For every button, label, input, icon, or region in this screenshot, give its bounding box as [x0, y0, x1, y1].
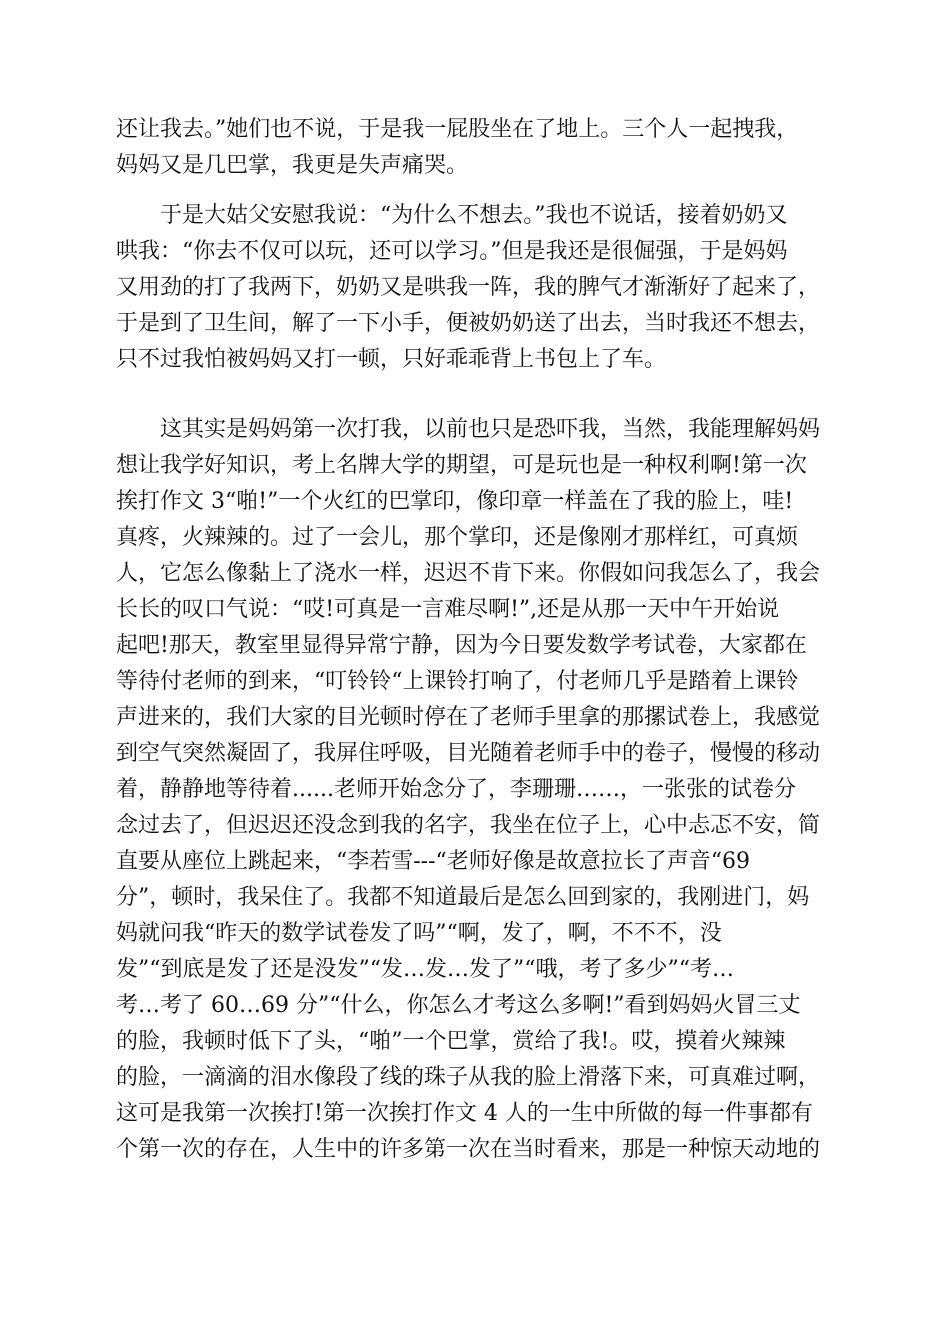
text-line: 的脸，我顿时低下了头，“啪”一个巴掌，赏给了我!。哎，摸着火辣辣 [116, 1029, 786, 1054]
text-line: 又用劲的打了我两下，奶奶又是哄我一阵，我的脾气才渐渐好了起来了， [116, 275, 821, 300]
paragraph-3 [116, 412, 836, 1168]
text-line: 考…考了 60…69 分”“什么，你怎么才考这么多啊!”看到妈妈火冒三丈 [116, 993, 801, 1018]
text-line: 于是到了卫生间，解了一下小手，便被奶奶送了出去，当时我还不想去， [116, 311, 821, 336]
text-line: 妈就问我“昨天的数学试卷发了吗”“啊，发了，啊，不不不，没 [116, 921, 722, 946]
text-line: 着，静静地等待着......老师开始念分了，李珊珊……，一张张的试卷分 [116, 777, 796, 802]
text-line: 挨打作文 3“啪!”一个火红的巴掌印，像印章一样盖在了我的脸上，哇! [116, 489, 794, 514]
text-line: 的脸，一滴滴的泪水像段了线的珠子从我的脸上滑落下来，可真难过啊， [116, 1065, 821, 1090]
text-line: 这其实是妈妈第一次打我，以前也只是恐吓我，当然，我能理解妈妈 [160, 417, 821, 442]
text-line: 人，它怎么像黏上了浇水一样，迟迟不肯下来。你假如问我怎么了，我会 [116, 561, 821, 586]
text-line: 妈妈又是几巴掌，我更是失声痛哭。 [116, 153, 469, 178]
text-line: 个第一次的存在，人生中的许多第一次在当时看来，那是一种惊天动地的 [116, 1137, 821, 1162]
text-line: 真疼，火辣辣的。过了一会儿，那个掌印，还是像刚才那样红，可真烦 [116, 525, 799, 550]
text-line: 直要从座位上跳起来，“李若雪---“老师好像是故意拉长了声音“69 [116, 849, 751, 874]
text-line: 只不过我怕被妈妈又打一顿，只好乖乖背上书包上了车。 [116, 347, 667, 372]
text-line: 等待付老师的到来，“叮铃铃“上课铃打响了，付老师几乎是踏着上课铃 [116, 669, 799, 694]
text-line: 起吧!那天，教室里显得异常宁静，因为今日要发数学考试卷，大家都在 [116, 633, 807, 658]
paragraph-2 [116, 198, 836, 378]
text-line: 念过去了，但迟迟还没念到我的名字，我坐在位子上，心中忐忑不安，简 [116, 813, 821, 838]
text-line: 到空气突然凝固了，我屏住呼吸，目光随着老师手中的卷子，慢慢的移动 [116, 741, 821, 766]
text-line: 分”，顿时，我呆住了。我都不知道最后是怎么回到家的，我刚进门，妈 [116, 885, 810, 910]
text-line: 长长的叹口气说：“哎!可真是一言难尽啊!”,还是从那一天中午开始说 [116, 597, 780, 622]
paragraph-1 [116, 112, 836, 184]
text-line: 这可是我第一次挨打!第一次挨打作文 4 人的一生中所做的每一件事都有 [116, 1101, 813, 1126]
text-line: 于是大姑父安慰我说：“为什么不想去。”我也不说话，接着奶奶又 [160, 203, 788, 228]
text-line: 想让我学好知识，考上名牌大学的期望，可是玩也是一种权利啊!第一次 [116, 453, 807, 478]
text-line: 发”“到底是发了还是没发”“发…发…发了”“哦，考了多少”“考… [116, 957, 734, 982]
text-line: 哄我：“你去不仅可以玩，还可以学习。”但是我还是很倔强，于是妈妈 [116, 239, 788, 264]
text-line: 还让我去。”她们也不说，于是我一屁股坐在了地上。三个人一起拽我， [116, 117, 799, 142]
text-line: 声进来的，我们大家的目光顿时停在了老师手里拿的那摞试卷上，我感觉 [116, 705, 821, 730]
